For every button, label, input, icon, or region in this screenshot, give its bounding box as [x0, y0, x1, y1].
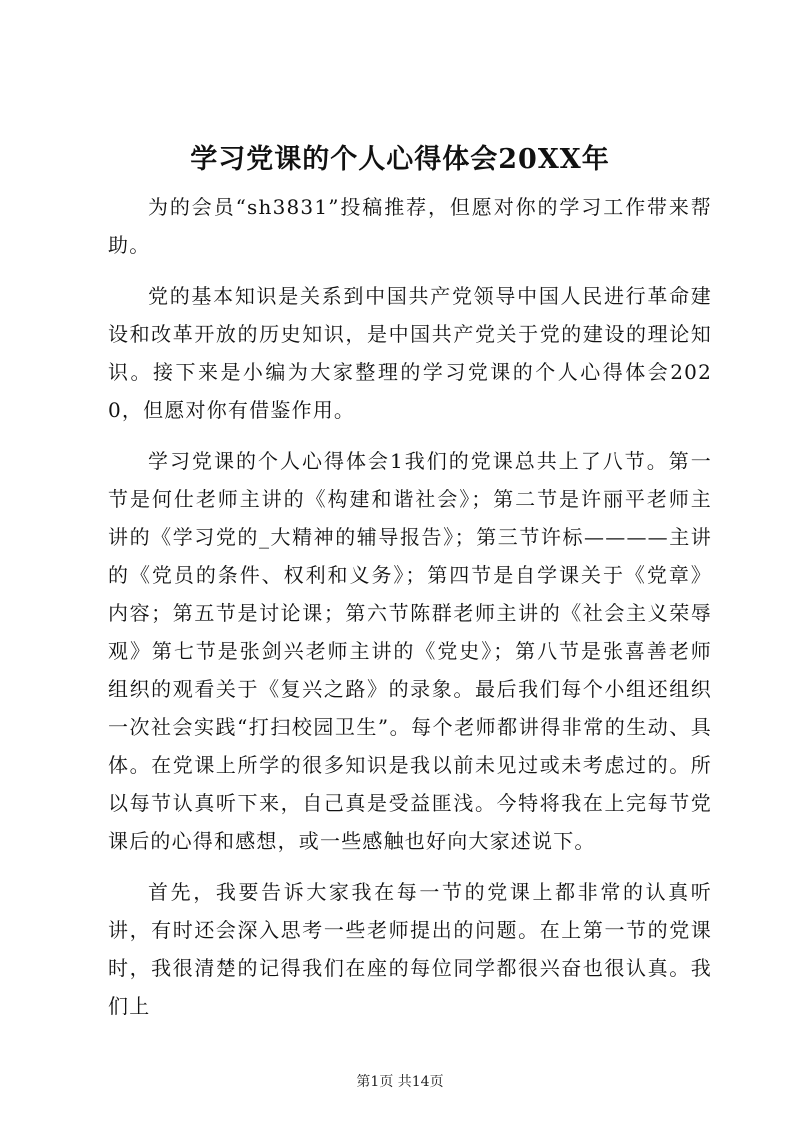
page-number-footer: 第1页 共14页 [356, 1074, 444, 1090]
paragraph-reflection: 首先，我要告诉大家我在每一节的党课上都非常的认真听讲，有时还会深入思考一些老师提出的问题。在上第一节的党课时，我很清楚的记得我们在座的每位同学都很兴奋也很认真。我们上 [108, 880, 712, 1018]
document-body [108, 188, 712, 1038]
paragraph-course-summary: 学习党课的个人心得体会1我们的党课总共上了八节。第一节是何仕老师主讲的《构建和谐社会》；第二节是许丽平老师主讲的《学习党的_大精神的辅导报告》；第三节许标————主讲的《党员的条件、权利和义务》；第四节是自学课关于《党章》内容；第五节是讨论课；第六节陈群老师主讲的《社会主义荣辱观》第七节是张剑兴老师主讲的《党史》；第八节是张喜善老师组织的观看关于《复兴之路》的录象。最后我们每个小组还组织一次社会实践“打扫校园卫生”。每个老师都讲得非常的生动、具体。在党课上所学的很多知识是我以前未见过或未考虑过的。所以每节认真听下来，自己真是受益匪浅。今特将我在上完每节党课后的心得和感想，或一些感触也好向大家述说下。 [108, 449, 712, 853]
paragraph-background: 党的基本知识是关系到中国共产党领导中国人民进行革命建设和改革开放的历史知识，是中国共产党关于党的建设的理论知识。接下来是小编为大家整理的学习党课的个人心得体会2020，但愿对你有借鉴作用。 [108, 284, 712, 422]
document-title: 学习党课的个人心得体会20XX年 [190, 144, 610, 175]
paragraph-intro: 为的会员“sh3831”投稿推荐，但愿对你的学习工作带来帮助。 [108, 195, 712, 257]
